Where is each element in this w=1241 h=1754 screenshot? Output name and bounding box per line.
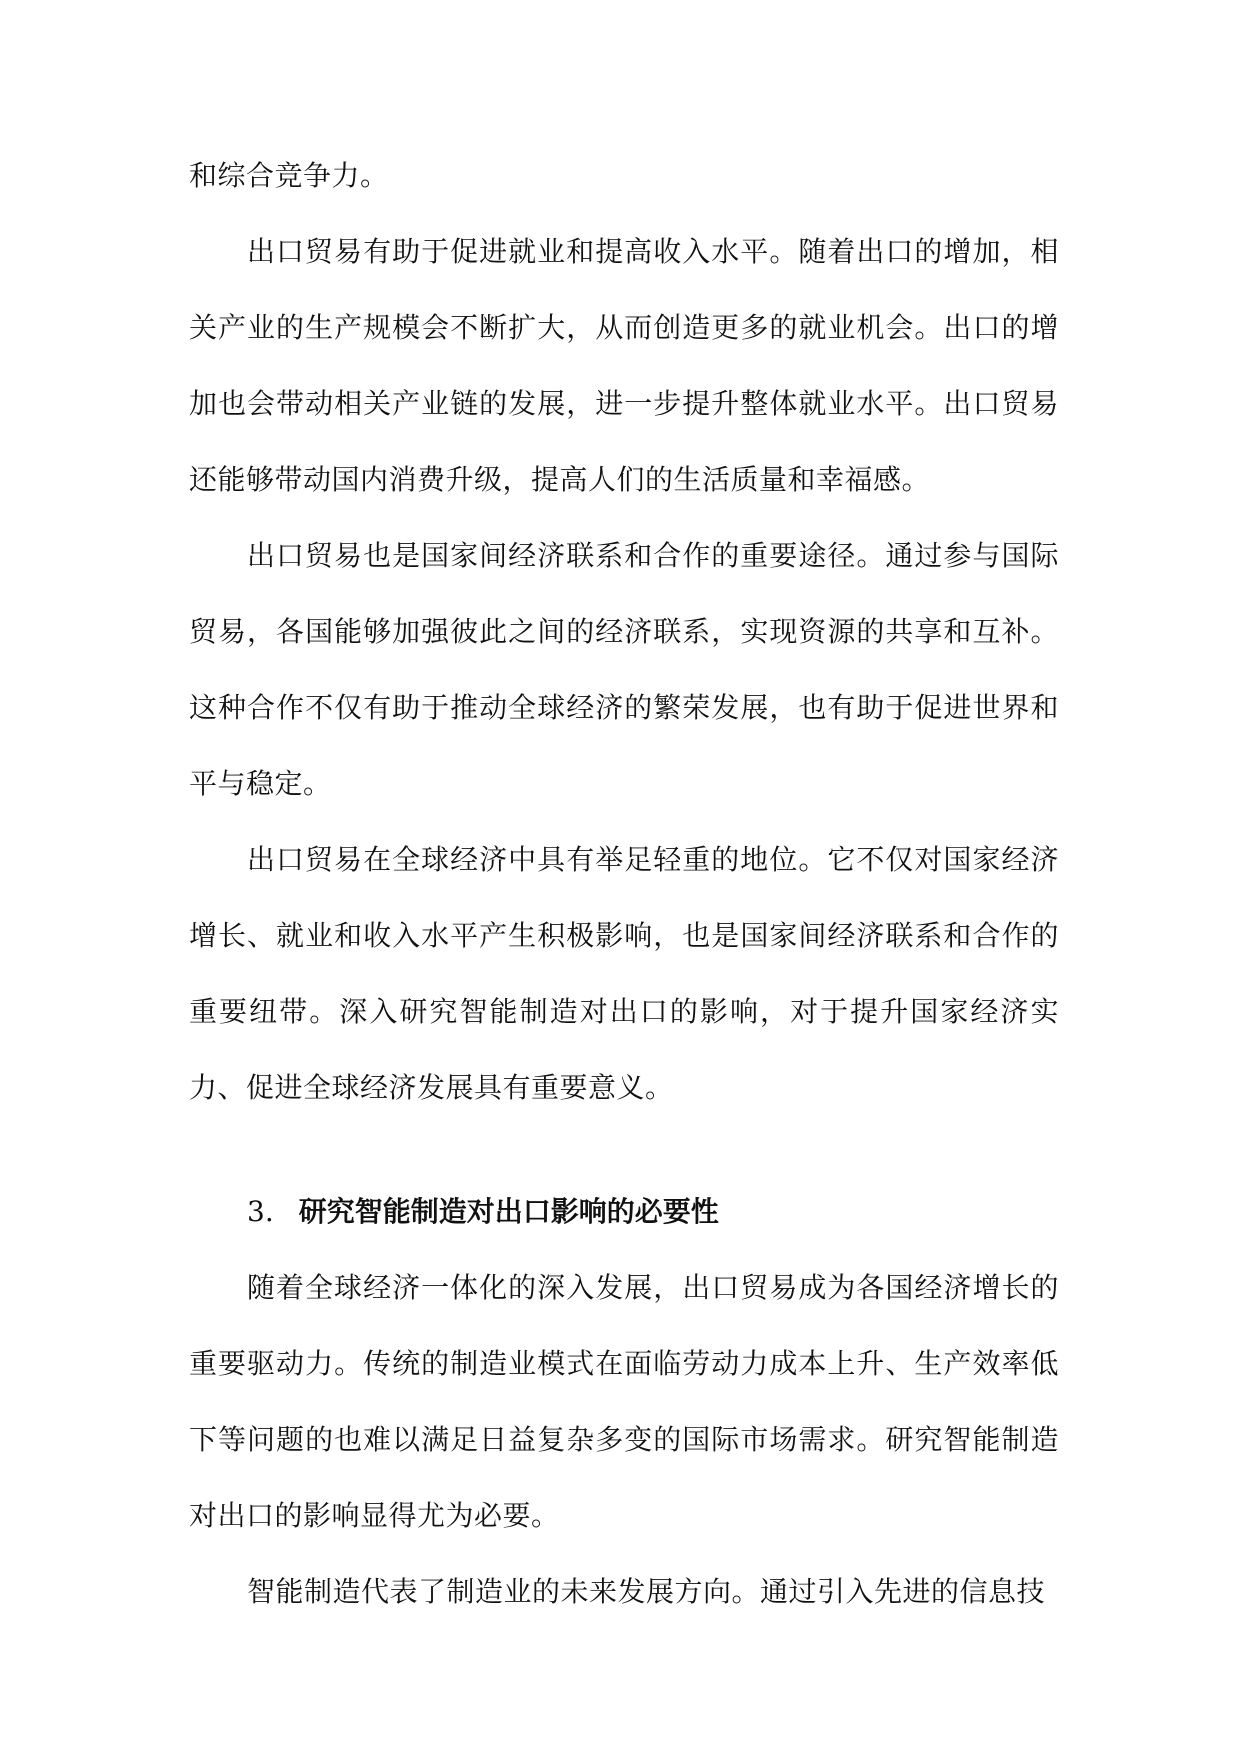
section-title: 研究智能制造对出口影响的必要性 <box>298 1195 719 1228</box>
section-number: 3. <box>247 1195 274 1228</box>
section-heading <box>189 1174 1059 1250</box>
paragraph-smart-manufacturing: 智能制造代表了制造业的未来发展方向。通过引入先进的信息技 <box>247 1575 1046 1608</box>
paragraph-cooperation: 出口贸易也是国家间经济联系和合作的重要途径。通过参与国际贸易，各国能够加强彼此之间的经济联系，实现资源的共享和互补。这种合作不仅有助于推动全球经济的繁荣发展，也有助于促进世界和平与稳定。 <box>189 539 1059 800</box>
paragraph-globalization: 随着全球经济一体化的深入发展，出口贸易成为各国经济增长的重要驱动力。传统的制造业模式在面临劳动力成本上升、生产效率低下等问题的也难以满足日益复杂多变的国际市场需求。研究智能制造对出口的影响显得尤为必要。 <box>189 1271 1059 1532</box>
document-body <box>189 138 1059 1630</box>
paragraph-continuation: 和综合竞争力。 <box>189 159 389 192</box>
paragraph-employment: 出口贸易有助于促进就业和提高收入水平。随着出口的增加，相关产业的生产规模会不断扩大，从而创造更多的就业机会。出口的增加也会带动相关产业链的发展，进一步提升整体就业水平。出口贸易还能够带动国内消费升级，提高人们的生活质量和幸福感。 <box>189 235 1059 496</box>
paragraph-summary: 出口贸易在全球经济中具有举足轻重的地位。它不仅对国家经济增长、就业和收入水平产生积极影响，也是国家间经济联系和合作的重要纽带。深入研究智能制造对出口的影响，对于提升国家经济实力、促进全球经济发展具有重要意义。 <box>189 843 1059 1104</box>
